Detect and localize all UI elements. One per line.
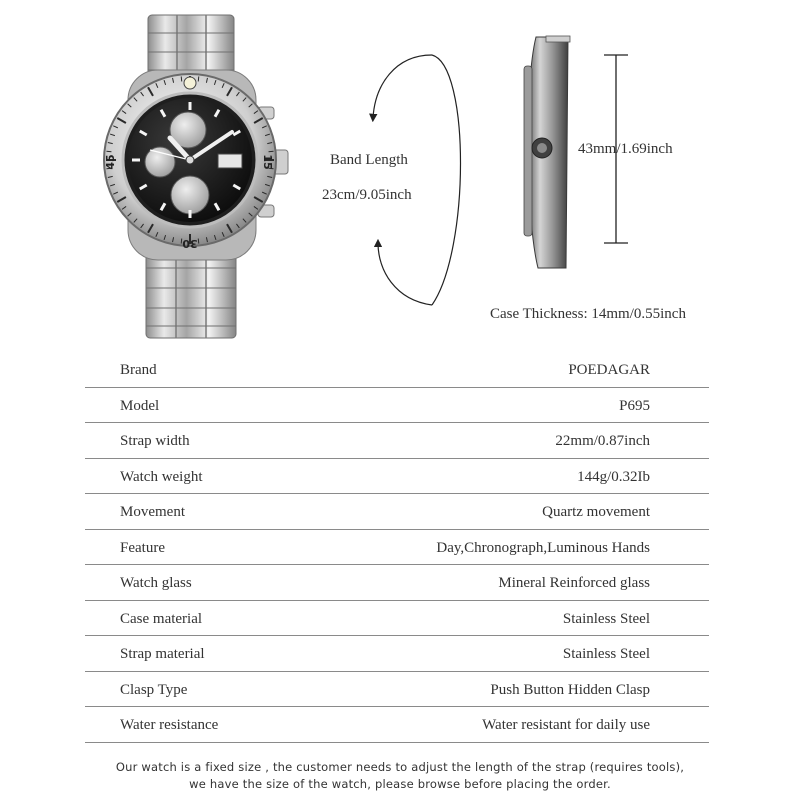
bezel-number [182,237,198,250]
bezel-number [104,154,117,169]
footer-note-line-2: we have the size of the watch, please browse before placing the order. [189,777,611,791]
table-row [85,494,709,530]
spec-label: Movement [120,504,185,520]
watch-illustration [0,0,800,350]
table-row [85,530,709,566]
spec-value: Stainless Steel [562,646,650,662]
spec-value: 144g/0.32Ib [577,468,650,485]
svg-text:15: 15 [261,154,274,170]
table-row [85,636,709,672]
svg-text:30: 30 [182,237,198,250]
band-length-value: 23cm/9.05inch [322,187,412,203]
subdial-icon [171,176,209,214]
table-row [85,565,709,601]
product-figure [0,0,800,350]
spec-table [85,352,709,743]
table-row [85,423,709,459]
case-diameter-label: 43mm/1.69inch [578,141,673,157]
spec-label: Brand [120,362,157,378]
table-row [85,601,709,637]
bracelet-bottom [146,250,236,338]
spec-value: POEDAGAR [568,362,650,378]
spec-label: Clasp Type [120,681,188,698]
spec-value: Stainless Steel [562,610,650,627]
spec-label: Case material [120,610,203,627]
spec-label: Feature [120,539,165,556]
band-length-label: Band Length [330,152,408,168]
case-thickness-label: Case Thickness: 14mm/0.55inch [490,306,686,322]
spec-label: Model [120,397,160,414]
rotation-arrow-top-icon [373,55,432,118]
table-row [85,459,709,495]
spec-value: Quartz movement [542,504,650,520]
lume-pip-icon [184,77,196,89]
spec-label: Strap width [120,433,190,449]
rotation-arrow-bottom-icon [378,243,432,305]
spec-value: Push Button Hidden Clasp [490,681,650,698]
footer-note-line-1: Our watch is a fixed size , the customer needs to adjust the length of the strap (requires tools), [115,760,685,774]
bezel-number [261,154,274,169]
spec-label: Watch weight [120,468,203,485]
table-row [85,352,709,388]
spec-value: Mineral Reinforced glass [498,575,650,591]
watch-side-profile [524,36,570,268]
spec-value: P695 [619,397,650,414]
spec-label: Watch glass [120,575,192,591]
spec-label: Strap material [120,646,205,662]
spec-label: Water resistance [120,717,219,733]
spec-value: Water resistant for daily use [482,717,650,733]
table-row [85,388,709,424]
svg-text:45: 45 [104,154,117,170]
table-row [85,672,709,708]
spec-value: 22mm/0.87inch [555,433,650,449]
date-window-icon [218,154,242,168]
table-row [85,707,709,743]
spec-value: Day,Chronograph,Luminous Hands [436,539,650,556]
subdial-icon [145,147,175,177]
